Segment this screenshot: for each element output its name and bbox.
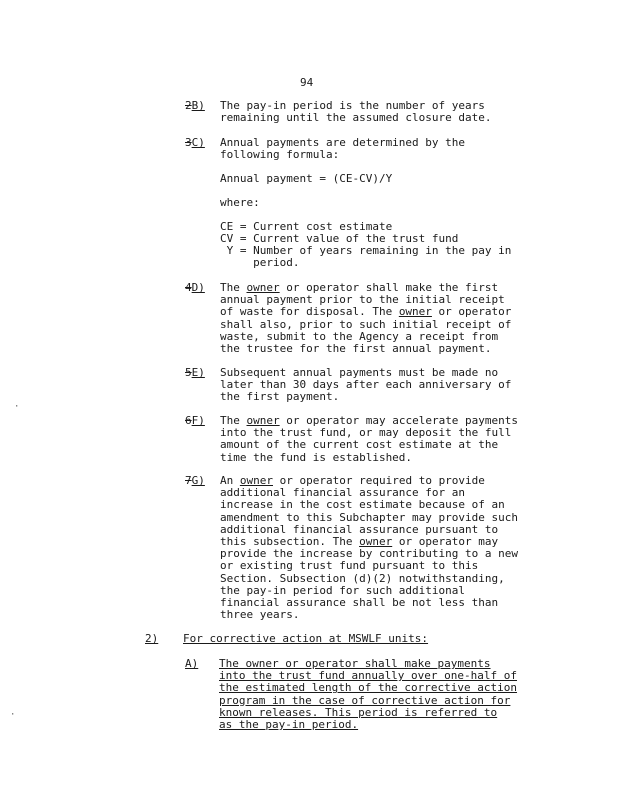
item-g-text xyxy=(220,475,560,621)
owner-term: owner xyxy=(359,535,393,549)
new-label: G) xyxy=(191,474,205,487)
old-label: 7 xyxy=(185,474,192,487)
definition-ce: CE = Current cost estimate xyxy=(220,220,393,233)
old-label: 3 xyxy=(185,136,192,149)
formula: Annual payment = (CE-CV)/Y xyxy=(220,172,393,185)
old-label: 5 xyxy=(185,366,192,379)
item-e-text: Subsequent annual payments must be made no later than 30 days after each anniversary of the first payment. xyxy=(220,366,512,404)
text-segment: or operator may provide the increase by contributing to a new or existing trust fund pursuant to this Section. Subsection (d)(2) notwithstanding, the pay-in period for such additional financial assurance shall be not less than three years. xyxy=(220,535,519,622)
text-segment: or operator required to provide additional financial assurance for an increase in the cost estimate because of an amendment to this Subchapter may provide such additional financial assurance pursuant to this subsection. The xyxy=(220,474,519,549)
definition-cv: CV = Current value of the trust fund xyxy=(220,232,459,245)
item-f-text xyxy=(220,415,560,464)
item-d-label xyxy=(185,282,215,294)
text-segment: An xyxy=(220,474,240,487)
new-label: B) xyxy=(191,99,205,112)
item-e-label xyxy=(185,367,215,379)
item-f-label xyxy=(185,415,215,427)
item-c-label xyxy=(185,137,215,149)
old-label: 6 xyxy=(185,414,192,427)
text-segment: The xyxy=(220,281,247,294)
new-label: D) xyxy=(191,281,205,294)
section-2a-text: The owner or operator shall make payments into the trust fund annually over one-half of the estimated length of the corrective action program in the case of corrective action for known releases. This period is referred to as the pay-in period. xyxy=(219,657,518,732)
item-b-label xyxy=(185,100,215,112)
item-d-text xyxy=(220,282,560,355)
item-g-label xyxy=(185,475,215,487)
text-segment: or operator shall also, prior to such initial receipt of waste, submit to the Agency a receipt from the trustee for the first annual payment. xyxy=(220,305,512,356)
new-label: E) xyxy=(191,366,205,379)
new-label: C) xyxy=(191,136,205,149)
scan-mark: · xyxy=(10,710,16,720)
item-c-text: Annual payments are determined by the following formula: xyxy=(220,136,466,162)
new-label: F) xyxy=(191,414,205,427)
text-segment: or operator may accelerate payments into the trust fund, or may deposit the full amount of the current cost estimate at the time the fund is established. xyxy=(220,414,519,464)
formula-where: where: xyxy=(220,196,260,209)
section-2-label: 2) xyxy=(145,632,159,645)
section-2a-label: A) xyxy=(185,657,199,670)
old-label: 4 xyxy=(185,281,192,294)
text-segment: or operator shall make the first annual payment prior to the initial receipt of waste for disposal. The xyxy=(220,281,505,319)
page-number: 94 xyxy=(300,76,314,89)
scan-mark: · xyxy=(14,402,20,412)
old-label: 2 xyxy=(185,99,192,112)
text-segment: The xyxy=(220,414,247,427)
owner-term: owner xyxy=(246,281,280,294)
owner-term: owner xyxy=(246,414,280,427)
definition-y: Y = Number of years remaining in the pay in period. xyxy=(226,244,512,270)
section-2-heading: For corrective action at MSWLF units: xyxy=(183,632,429,645)
owner-term: owner xyxy=(239,474,273,487)
owner-term: owner xyxy=(398,305,432,319)
item-b-text: The pay-in period is the number of years remaining until the assumed closure date. xyxy=(220,99,492,125)
